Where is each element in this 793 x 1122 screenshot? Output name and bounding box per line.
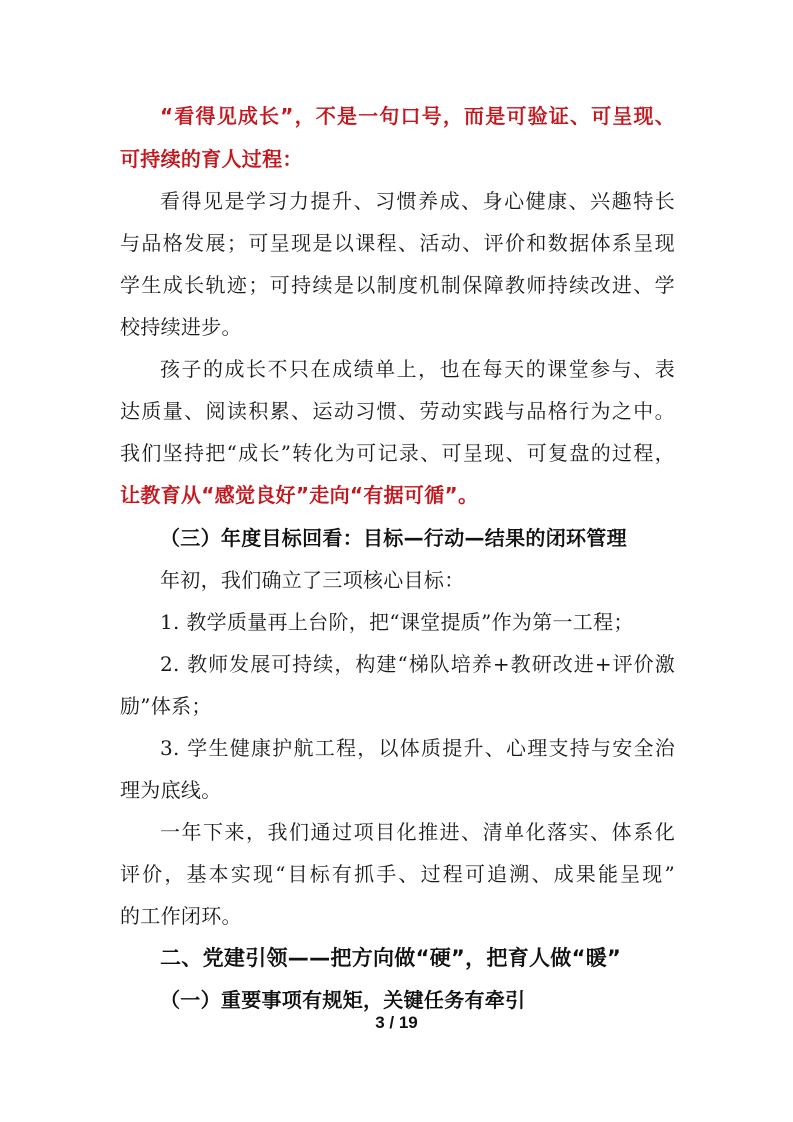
page-number: 3 / 19 xyxy=(375,1013,418,1032)
summary-line-2: 评价，基本实现“目标有抓手、过程可追溯、成果能呈现” xyxy=(120,862,675,886)
section-3-intro: 年初，我们确立了三项核心目标： xyxy=(160,568,465,592)
intro-line-1: “看得见成长”，不是一句口号，而是可验证、可呈现、 xyxy=(160,104,675,128)
goal-2-line-2: 励”体系； xyxy=(120,694,212,718)
summary-line-1: 一年下来，我们通过项目化推进、清单化落实、体系化 xyxy=(160,820,675,844)
section-3-heading: （三）年度目标回看：目标—行动—结果的闭环管理 xyxy=(160,526,627,550)
goal-1: 1. 教学质量再上台阶，把“课堂提质”作为第一工程； xyxy=(160,610,634,634)
goal-2-line-1: 2. 教师发展可持续，构建“梯队培养+教研改进+评价激 xyxy=(160,652,675,676)
para2-line-4: 让教育从“感觉良好”走向“有据可循”。 xyxy=(120,483,479,507)
para1-line-3: 学生成长轨迹；可持续是以制度机制保障教师持续改进、学 xyxy=(120,273,675,297)
para2-line-2: 达质量、阅读积累、运动习惯、劳动实践与品格行为之中。 xyxy=(120,399,675,423)
para2-line-1: 孩子的成长不只在成绩单上，也在每天的课堂参与、表 xyxy=(160,357,675,381)
para1-line-1: 看得见是学习力提升、习惯养成、身心健康、兴趣特长 xyxy=(160,189,675,213)
intro-line-2: 可持续的育人过程： xyxy=(120,147,303,171)
summary-line-3: 的工作闭环。 xyxy=(120,904,242,928)
chapter-2-subheading: （一）重要事项有规矩，关键任务有牵引 xyxy=(160,988,526,1012)
goal-3-line-2: 理为底线。 xyxy=(120,778,222,802)
chapter-2-heading: 二、党建引领——把方向做“硬”，把育人做“暖” xyxy=(160,946,622,970)
para1-line-2: 与品格发展；可呈现是以课程、活动、评价和数据体系呈现 xyxy=(120,231,675,255)
para1-line-4: 校持续进步。 xyxy=(120,315,242,339)
goal-3-line-1: 3. 学生健康护航工程，以体质提升、心理支持与安全治 xyxy=(160,736,675,760)
para2-line-3: 我们坚持把“成长”转化为可记录、可呈现、可复盘的过程， xyxy=(120,441,675,465)
